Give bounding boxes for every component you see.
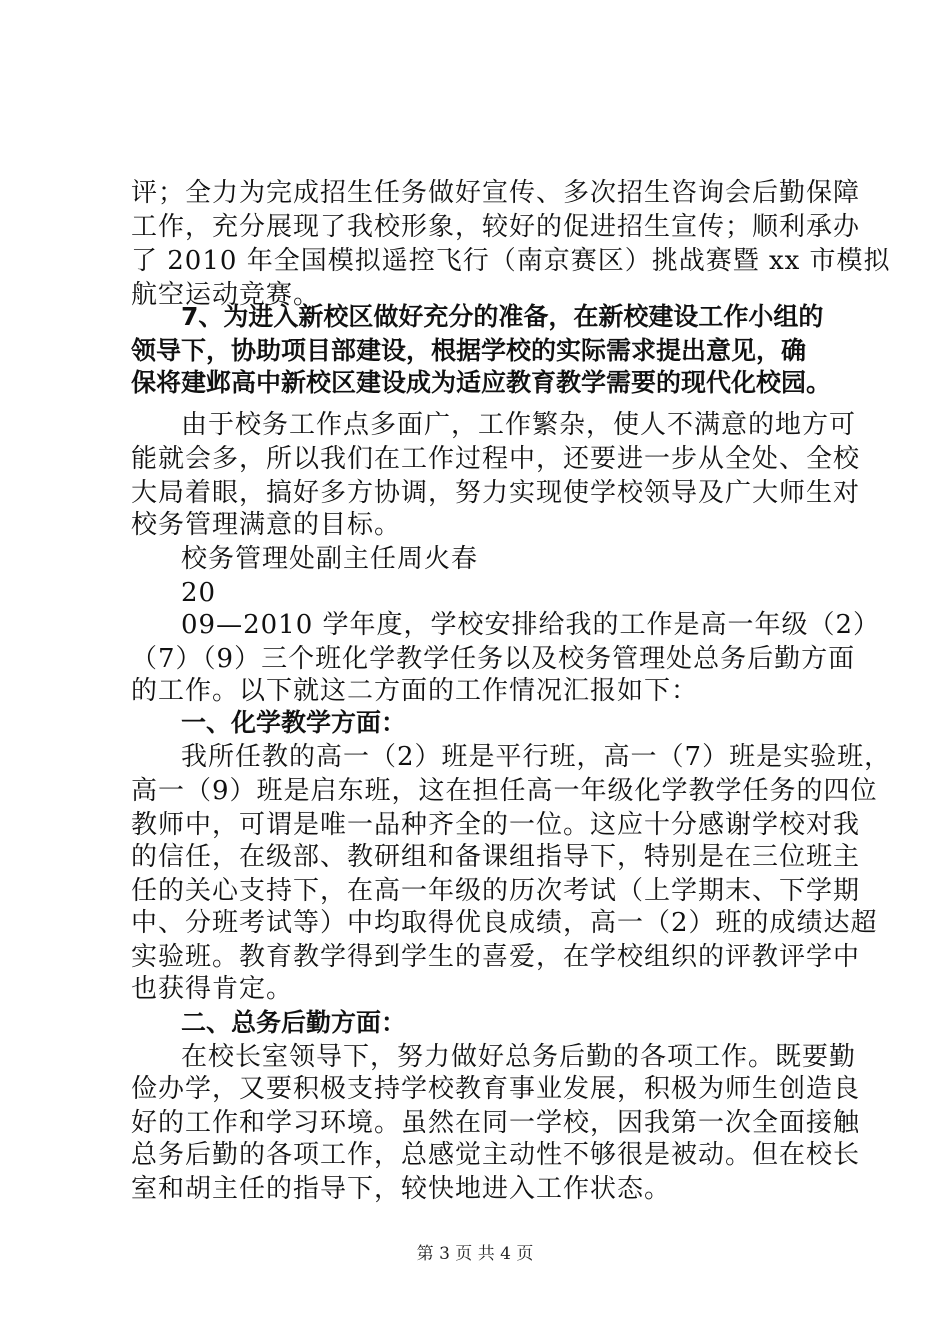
paragraph-line: 俭办学，又要积极支持学校教育事业发展，积极为师生创造良 — [131, 1074, 861, 1104]
paragraph-line-bold: 7、为进入新校区做好充分的准备，在新校建设工作小组的 — [181, 302, 824, 331]
section-heading: 一、化学教学方面： — [181, 708, 407, 737]
paragraph-line-bold: 领导下，协助项目部建设，根据学校的实际需求提出意见，确 — [131, 336, 807, 365]
signature-line: 校务管理处副主任周火春 — [181, 544, 479, 574]
paragraph-line: 09—2010 学年度，学校安排给我的工作是高一年级（2） — [181, 610, 881, 640]
paragraph-line: 好的工作和学习环境。虽然在同一学校，因我第一次全面接触 — [131, 1108, 861, 1138]
paragraph-line: 室和胡主任的指导下，较快地进入工作状态。 — [131, 1174, 672, 1204]
paragraph-line: 大局着眼，搞好多方协调，努力实现使学校领导及广大师生对 — [131, 478, 861, 508]
paragraph-line: 在校长室领导下，努力做好总务后勤的各项工作。既要勤 — [181, 1042, 857, 1072]
paragraph-line: 也获得肯定。 — [131, 974, 294, 1004]
paragraph-line: （7）（9）三个班化学教学任务以及校务管理处总务后勤方面 — [131, 644, 856, 674]
paragraph-line: 教师中，可谓是唯一品种齐全的一位。这应十分感谢学校对我 — [131, 810, 861, 840]
paragraph-line: 了 2010 年全国模拟遥控飞行（南京赛区）挑战赛暨 xx 市模拟 — [131, 246, 891, 276]
paragraph-line: 中、分班考试等）中均取得优良成绩，高一（2）班的成绩达超 — [131, 908, 878, 938]
page-number: 第 3 页 共 4 页 — [416, 1244, 534, 1264]
date-fragment-line: 20 — [181, 578, 217, 608]
paragraph-line: 的工作。以下就这二方面的工作情况汇报如下： — [131, 676, 699, 706]
paragraph-line: 高一（9）班是启东班，这在担任高一年级化学教学任务的四位 — [131, 776, 878, 806]
paragraph-line-bold: 保将建邺高中新校区建设成为适应教育教学需要的现代化校园。 — [131, 368, 832, 397]
section-heading: 二、总务后勤方面： — [181, 1008, 407, 1037]
paragraph-line: 总务后勤的各项工作，总感觉主动性不够很是被动。但在校长 — [131, 1140, 861, 1170]
paragraph-line: 我所任教的高一（2）班是平行班，高一（7）班是实验班， — [181, 742, 892, 772]
paragraph-line: 能就会多，所以我们在工作过程中，还要进一步从全处、全校 — [131, 444, 861, 474]
paragraph-line: 的信任，在级部、教研组和备课组指导下，特别是在三位班主 — [131, 842, 861, 872]
paragraph-line: 评；全力为完成招生任务做好宣传、多次招生咨询会后勤保障 — [131, 178, 861, 208]
paragraph-line: 航空运动竞赛。 — [131, 280, 321, 310]
paragraph-line: 由于校务工作点多面广，工作繁杂，使人不满意的地方可 — [181, 410, 857, 440]
paragraph-line: 实验班。教育教学得到学生的喜爱，在学校组织的评教评学中 — [131, 942, 861, 972]
paragraph-line: 工作，充分展现了我校形象，较好的促进招生宣传；顺利承办 — [131, 212, 861, 242]
paragraph-line: 校务管理满意的目标。 — [131, 510, 402, 540]
paragraph-line: 任的关心支持下，在高一年级的历次考试（上学期末、下学期 — [131, 876, 861, 906]
